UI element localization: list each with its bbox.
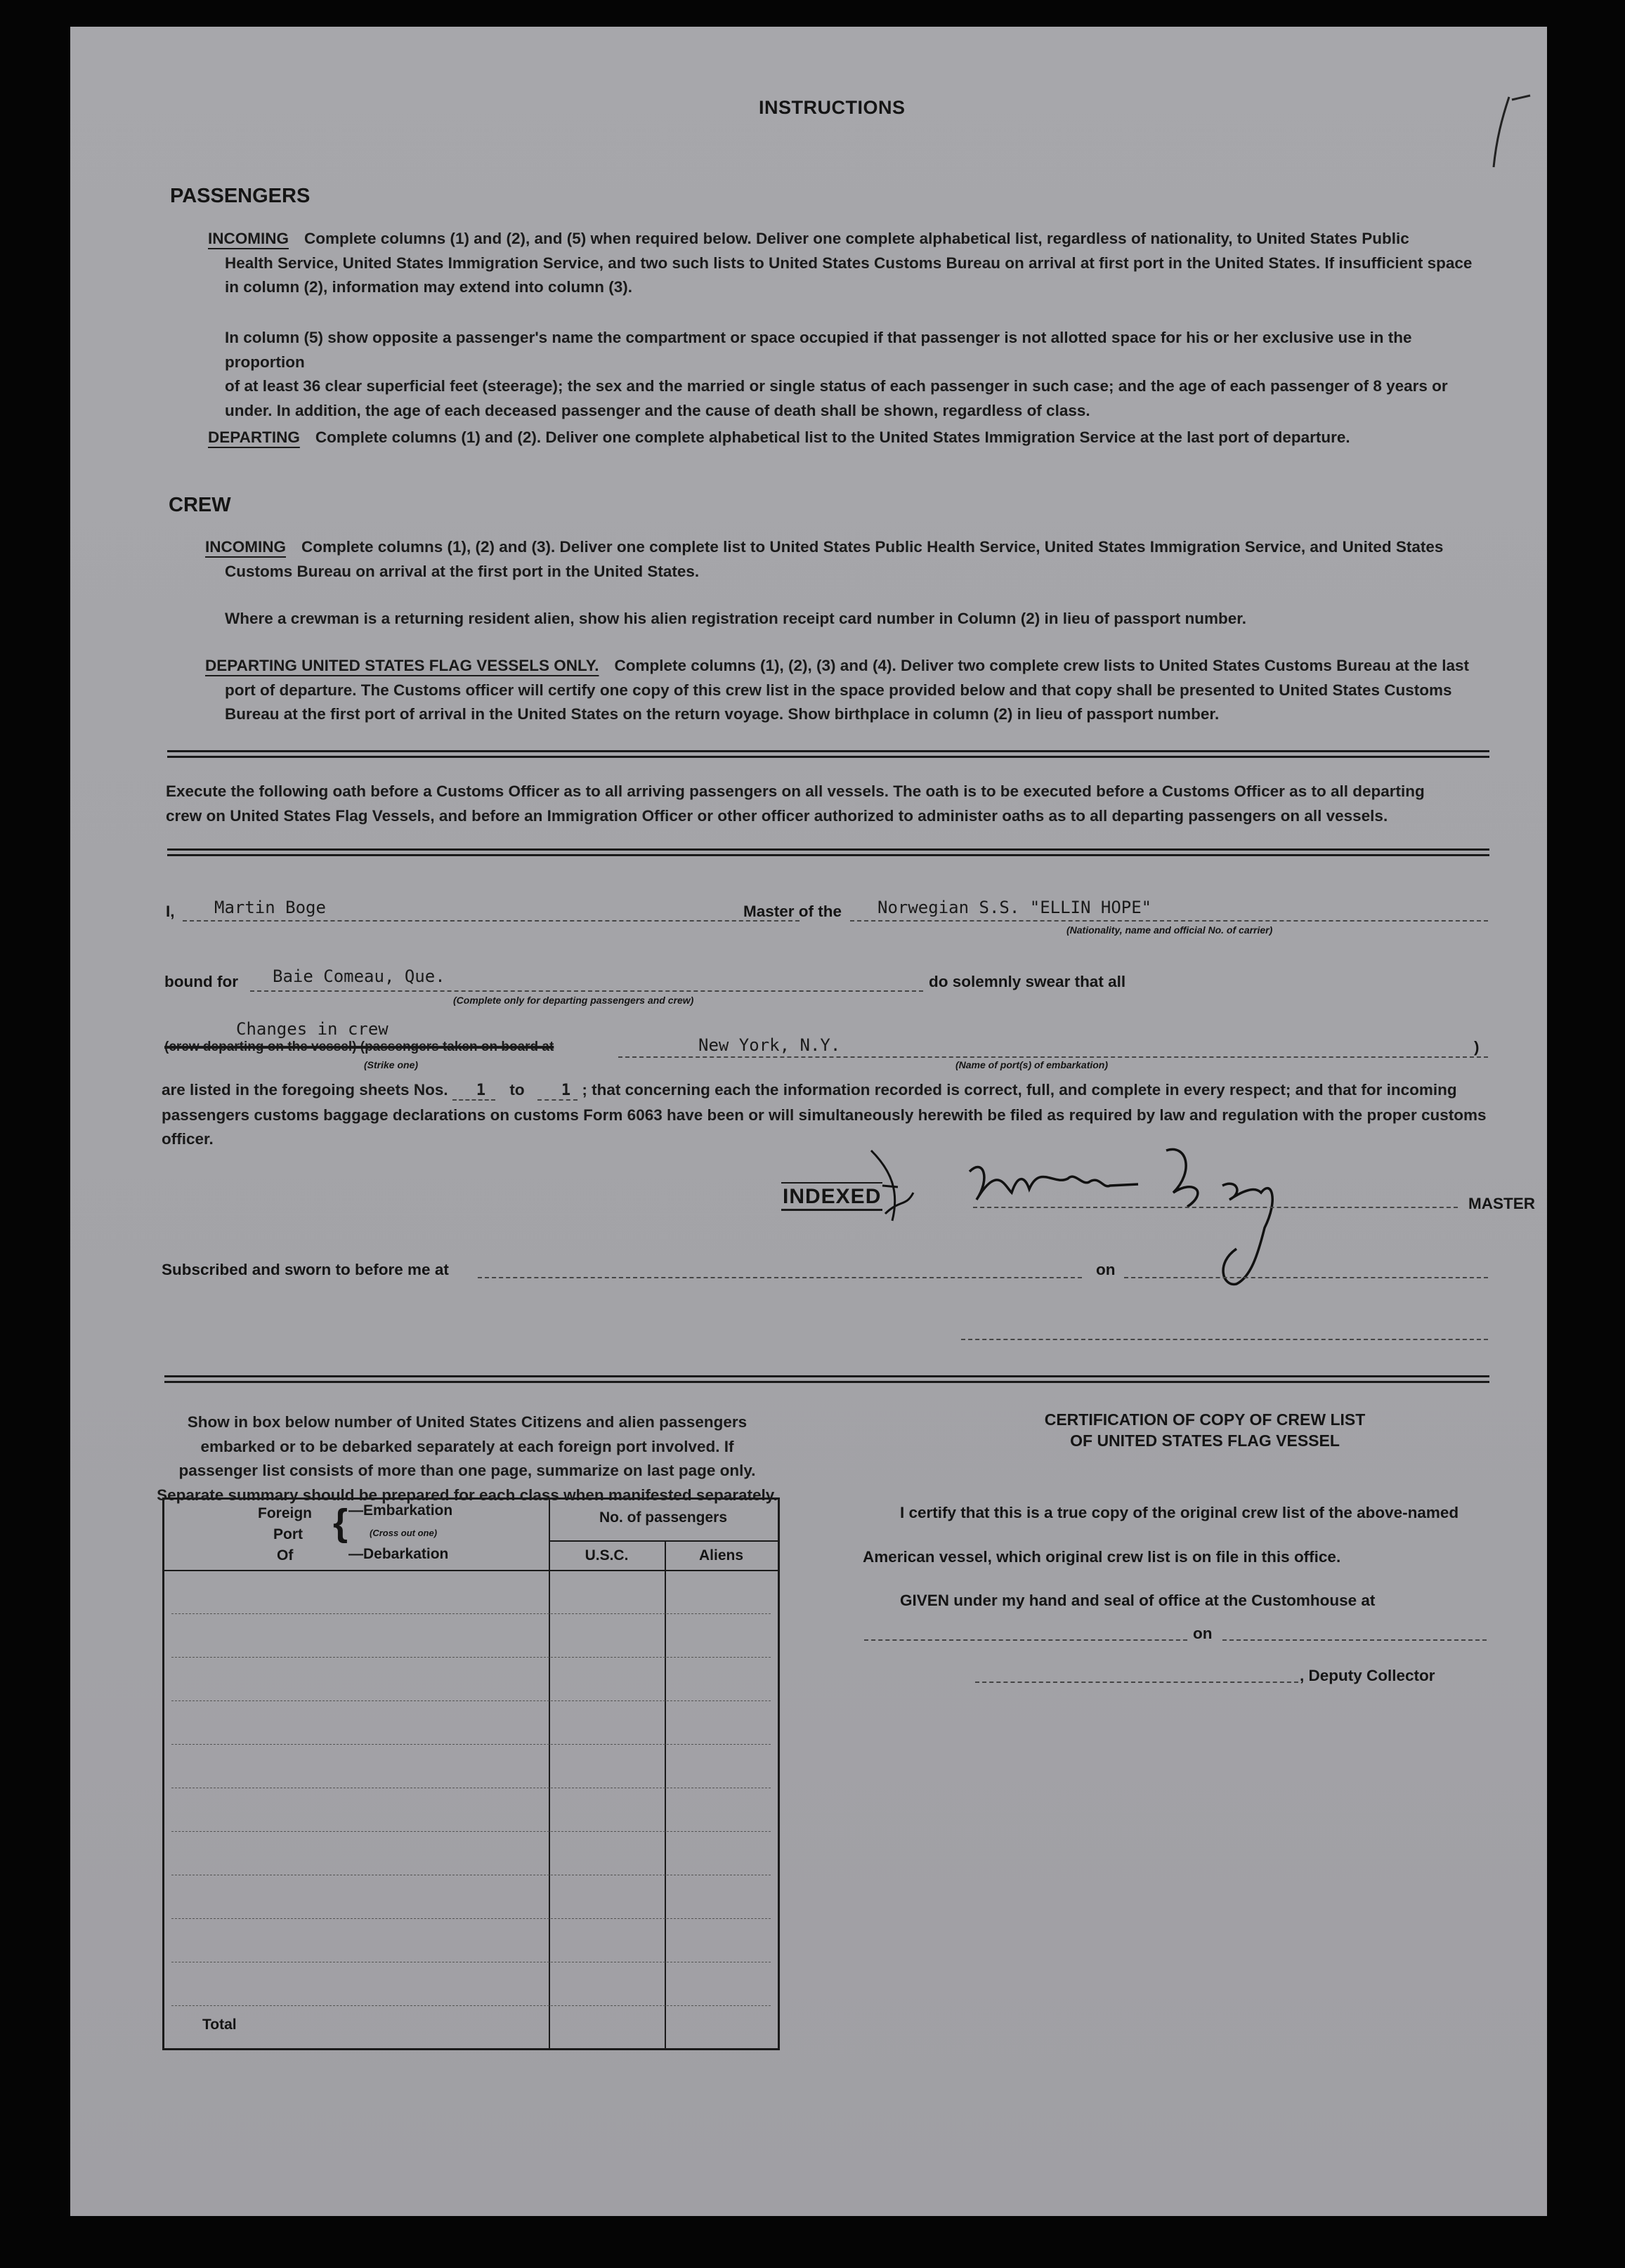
column5-line1: In column (5) show opposite a passenger's name the compartment or space occupied if that passenger is not allotted space for his or her exclusive use in the proportion [225,329,1412,371]
changes-in-crew-field[interactable]: Changes in crew [236,1019,389,1039]
vessel-field[interactable]: Norwegian S.S. "ELLIN HOPE" [877,898,1152,917]
crew-incoming-label: INCOMING [205,538,286,556]
table-row[interactable] [171,1700,771,1701]
summary-instr-line4: Separate summary should be prepared for each class when manifested separately. [157,1486,778,1504]
subscribed-date-line[interactable] [1124,1277,1488,1278]
signature-scribble-icon [857,1122,1405,1298]
passengers-departing-text: Complete columns (1) and (2). Deliver one complete alphabetical list to the United States Immigration Service at the last port of departure. [315,428,1350,446]
column5-line3: under. In addition, the age of each deceased passenger and the cause of death shall be shown, regardless of class. [225,401,1090,419]
corner-page-mark [1481,90,1537,174]
bound-for-caption: (Complete only for departing passengers and crew) [453,995,694,1006]
total-label: Total [202,2017,237,2033]
table-header-split [549,1540,778,1542]
indexed-stamp: INDEXED [781,1182,882,1211]
passengers-incoming-label: INCOMING [208,230,289,247]
page-title: INSTRUCTIONS [759,97,906,118]
certification-title [948,1409,1461,1451]
table-row[interactable] [171,1831,771,1832]
debarkation-label: —Debarkation [348,1546,449,1562]
table-divider-usc [549,1500,550,2048]
close-paren: ) [1474,1038,1480,1056]
port-label: Port [273,1526,303,1542]
certify-line2: American vessel, which original crew list is on file in this office. [863,1548,1341,1566]
table-header-bottom [164,1570,778,1571]
certify-line1: I certify that this is a true copy of the original crew list of the above-named [900,1504,1459,1521]
certification-on-label: on [1193,1625,1213,1642]
passengers-departing-block [208,426,1487,450]
embarkation-label: —Embarkation [348,1502,453,1519]
bound-for-field[interactable]: Baie Comeau, Que. [273,966,445,986]
port-caption: (Name of port(s) of embarkation) [955,1059,1109,1070]
certification-date-line[interactable] [1222,1639,1487,1641]
passengers-departing-label: DEPARTING [208,428,300,446]
oath-instructions-line2: crew on United States Flag Vessels, and before an Immigration Officer or other officer authorized to administer oaths as to all departing passengers on all vessels. [166,806,1388,825]
cross-out-label: (Cross out one) [370,1528,438,1538]
table-row[interactable] [171,1657,771,1658]
crew-resident-alien: Where a crewman is a returning resident alien, show his alien registration receipt card number in Column (2) in lieu of passport number. [225,610,1247,627]
no-passengers-header: No. of passengers [599,1509,728,1526]
master-label: MASTER [1468,1195,1535,1212]
divider-rule-3 [164,1375,1489,1383]
port-line [618,1056,1488,1058]
certification-title-line2: OF UNITED STATES FLAG VESSEL [1070,1431,1340,1450]
swear-label: do solemnly swear that all [929,973,1126,990]
form-page [70,27,1547,2216]
struck-out-text: (crew departing on the vessel) (passengers taken on board at [164,1040,554,1054]
divider-rule-1 [167,750,1489,758]
table-divider-aliens [665,1540,666,2048]
passengers-heading: PASSENGERS [170,185,311,207]
summary-instr-line3: passenger list consists of more than one page, summarize on last page only. [178,1462,756,1479]
strike-caption: (Strike one) [364,1059,419,1070]
summary-instructions [148,1410,787,1507]
master-name-field[interactable]: Martin Boge [214,898,326,917]
crew-departing-line3: Bureau at the first port of arrival in the United States on the return voyage. Show birthplace in column (2) in lieu of passport number. [225,705,1220,723]
sheets-to-label: to [509,1081,525,1099]
customhouse-place-line[interactable] [864,1639,1187,1641]
divider-rule-2 [167,848,1489,856]
passengers-incoming-line2: Health Service, United States Immigration Service, and two such lists to United States Customs Bureau on arrival at first port in the United States. If insufficient space [225,254,1473,272]
sheet-to-field[interactable]: 1 [537,1082,577,1101]
passengers-incoming-block [208,227,1487,300]
of-label: Of [277,1547,294,1564]
table-row[interactable] [171,1744,771,1745]
master-of-label: Master of the [743,903,842,920]
column5-line2: of at least 36 clear superficial feet (steerage); the sex and the married or single status of each passenger in such case; and the age of each passenger of 8 years or [225,377,1448,395]
oath-i-label: I, [166,903,175,920]
table-row[interactable] [171,1613,771,1614]
oath-line2: passengers customs baggage declarations on customs Form 6063 have been or will simultaneously herewith be filed as required by law and regulation with the proper customs [162,1106,1487,1124]
table-row[interactable] [171,1918,771,1919]
crew-incoming-block [205,535,1488,584]
certification-title-line1: CERTIFICATION OF COPY OF CREW LIST [1044,1410,1366,1429]
signature-line [973,1207,1458,1208]
given-line: GIVEN under my hand and seal of office at the Customhouse at [900,1592,1376,1609]
column5-block [225,326,1489,423]
deputy-signature-line[interactable] [975,1682,1298,1683]
sheets-post: ; that concerning each the information recorded is correct, full, and complete in every respect; and that for incoming [582,1081,1457,1099]
deputy-collector-label: , Deputy Collector [1300,1667,1435,1684]
foreign-label: Foreign [258,1505,312,1521]
subscribed-place-line[interactable] [478,1277,1082,1278]
passengers-incoming-line1: Complete columns (1) and (2), and (5) when required below. Deliver one complete alphabetical list, regardless of nationality, to United States Public [304,230,1409,247]
officer-signature-line[interactable] [961,1339,1488,1340]
crew-departing-line2: port of departure. The Customs officer will certify one copy of this crew list in the space provided below and that copy shall be presented to United States Customs [225,681,1452,699]
master-name-line [183,920,800,922]
table-row[interactable] [171,2005,771,2006]
oath-instructions [166,780,1494,828]
port-field[interactable]: New York, N.Y. [698,1035,841,1055]
subscribed-label: Subscribed and sworn to before me at [162,1261,449,1278]
usc-header: U.S.C. [585,1547,629,1564]
vessel-line [850,920,1488,922]
aliens-header: Aliens [698,1547,744,1564]
crew-departing-label: DEPARTING UNITED STATES FLAG VESSELS ONLY. [205,657,599,674]
sheets-pre: are listed in the foregoing sheets Nos. [162,1081,448,1099]
handwritten-mark-icon [1481,90,1537,174]
brace-glyph: { [333,1502,348,1544]
crew-departing-block [205,654,1488,727]
summary-instr-line1: Show in box below number of United States Citizens and alien passengers [187,1413,748,1431]
sheet-from-field[interactable]: 1 [452,1082,495,1101]
crew-incoming-line2: Customs Bureau on arrival at the first port in the United States. [225,562,700,580]
oath-line3: officer. [162,1130,214,1148]
crew-heading: CREW [169,494,231,516]
passengers-incoming-line3: in column (2), information may extend into column (3). [225,278,633,296]
vessel-caption: (Nationality, name and official No. of carrier) [1066,924,1273,936]
bound-for-label: bound for [164,973,238,990]
crew-incoming-line1: Complete columns (1), (2) and (3). Deliver one complete list to United States Public Health Service, United States Immigration Service, and United States [301,538,1444,556]
summary-instr-line2: embarked or to be debarked separately at each foreign port involved. If [200,1437,734,1455]
subscribed-on-label: on [1096,1261,1116,1278]
bound-for-line [250,990,923,992]
passenger-summary-table [162,1497,780,2050]
crew-departing-line1: Complete columns (1), (2), (3) and (4). Deliver two complete crew lists to United States Customs Bureau at the last [614,657,1469,674]
oath-instructions-line1: Execute the following oath before a Customs Officer as to all arriving passengers on all vessels. The oath is to be executed before a Customs Officer as to all departing [166,782,1425,800]
master-signature [857,1122,1405,1298]
